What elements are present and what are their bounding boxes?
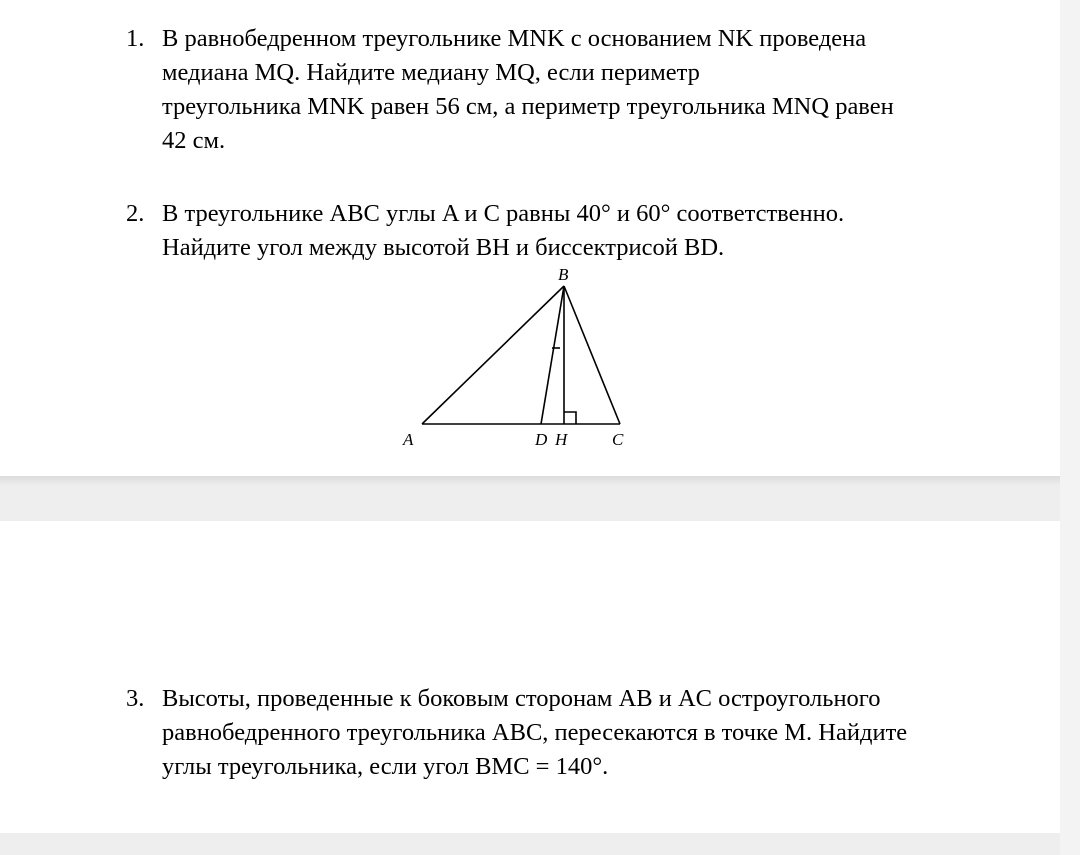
right-angle-mark [564,412,576,424]
bisector-bd [541,286,564,424]
problem-1-line-2: медиана MQ. Найдите медиану MQ, если периметр [162,59,700,86]
problem-3-text [162,682,907,784]
side-ab [422,286,564,424]
label-h: H [555,430,568,449]
problem-3-line-1: Высоты, проведенные к боковым сторонам AB и AC остроугольного [162,685,881,712]
problem-1-number: 1. [126,25,145,52]
problem-3-line-2: равнобедренного треугольника ABC, пересекаются в точке M. Найдите [162,719,908,746]
scroll-gutter [1060,0,1080,855]
label-c: C [612,430,624,449]
side-bc [564,286,620,424]
label-d: D [535,430,548,449]
document-page-2 [0,521,1060,833]
problem-2-line-2: Найдите угол между высотой BH и биссектрисой BD. [162,234,725,261]
problem-2-number: 2. [126,200,145,227]
problem-2-text [162,197,844,265]
triangle-figure [395,262,645,462]
page-separator [0,476,1060,486]
problem-1-line-4: 42 см. [162,127,226,154]
problem-1-line-1: В равнобедренном треугольнике MNK с основанием NK проведена [162,25,867,52]
problem-1-text [162,22,894,158]
problem-2-line-1: В треугольнике ABC углы A и C равны 40° и 60° соответственно. [162,200,845,227]
label-a: A [403,430,414,449]
problem-3-number: 3. [126,685,145,712]
problem-3-line-3: углы треугольника, если угол BMC = 140°. [162,753,609,780]
label-b: B [558,265,569,284]
problem-1-line-3: треугольника MNK равен 56 см, а периметр треугольника MNQ равен [162,93,894,120]
